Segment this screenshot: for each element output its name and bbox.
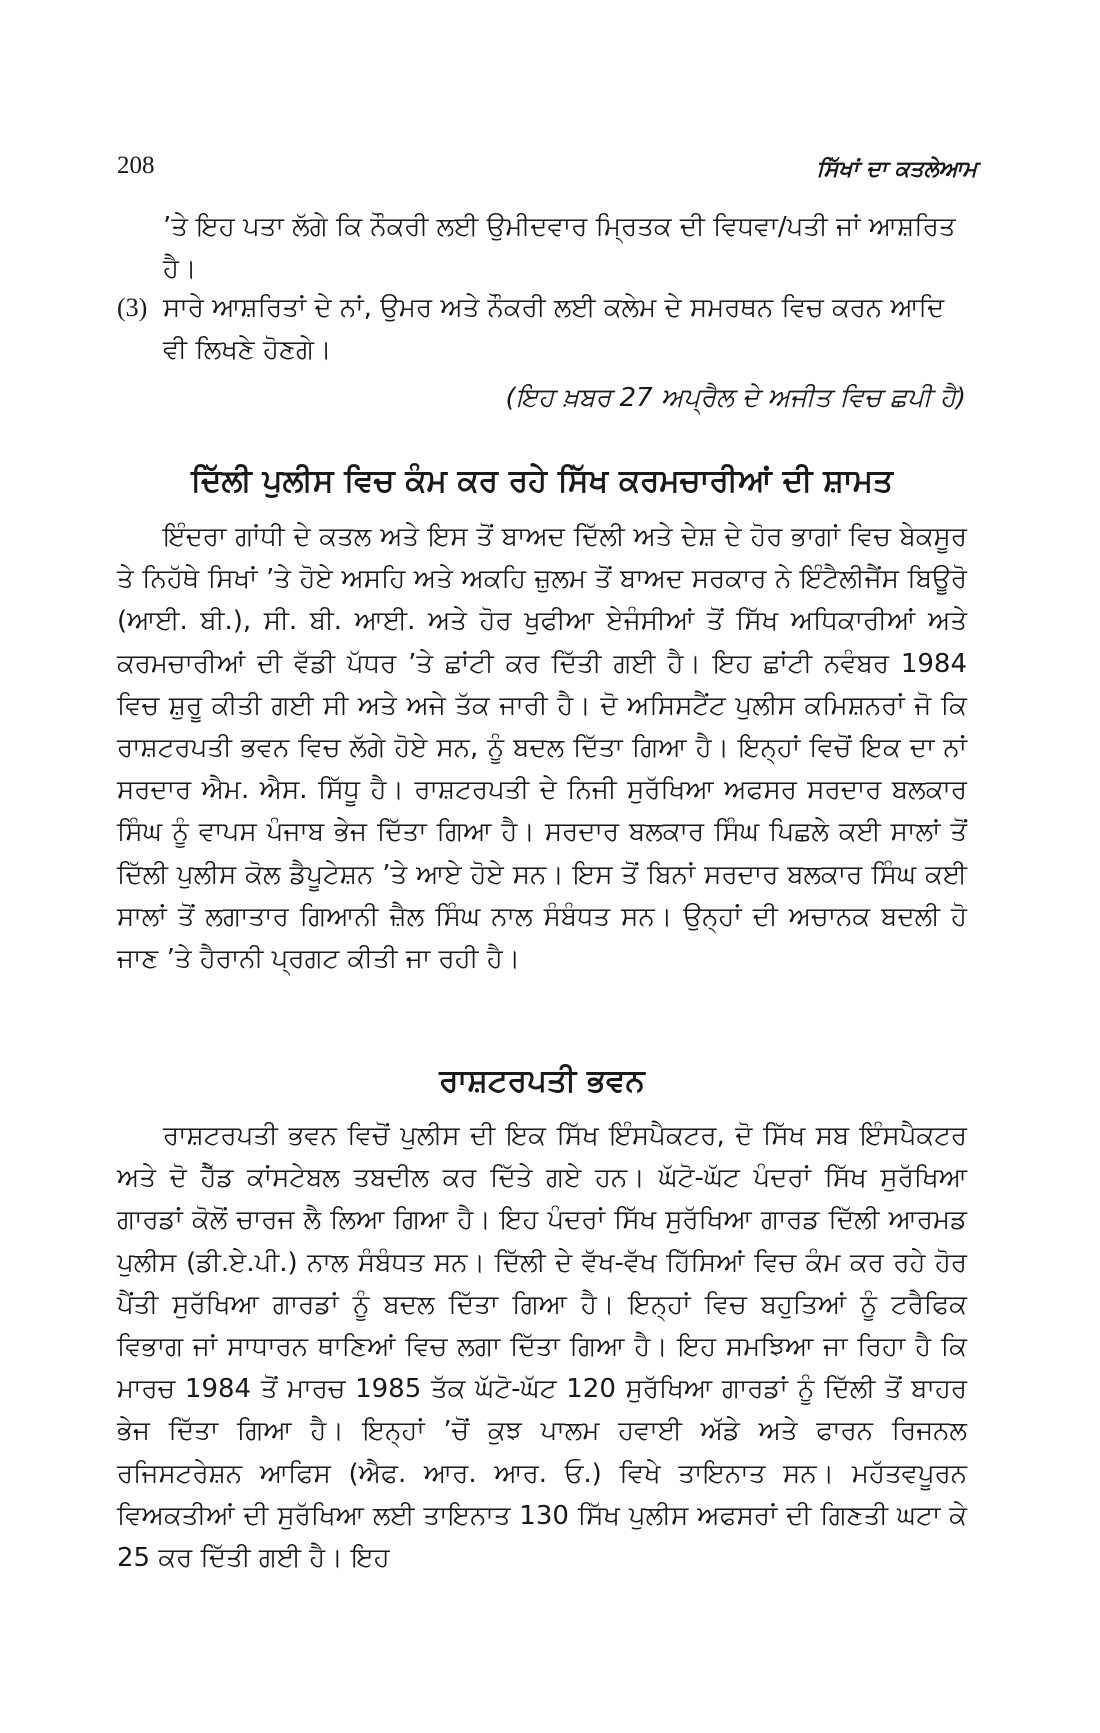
page-number: 208 xyxy=(117,152,155,179)
list-item-text: ਸਾਰੇ ਆਸ਼ਰਿਤਾਂ ਦੇ ਨਾਂ, ਉਮਰ ਅਤੇ ਨੌਕਰੀ ਲਈ ਕਲੇਮ ਦੇ ਸਮਰਥਨ ਵਿਚ ਕਰਨ ਆਦਿ ਵੀ ਲਿਖਣੇ ਹੋਣਗੇ। xyxy=(163,293,945,365)
section-paragraph-delhi-police: ਇੰਦਰਾ ਗਾਂਧੀ ਦੇ ਕਤਲ ਅਤੇ ਇਸ ਤੋਂ ਬਾਅਦ ਦਿੱਲੀ ਅਤੇ ਦੇਸ਼ ਦੇ ਹੋਰ ਭਾਗਾਂ ਵਿਚ ਬੇਕਸੂਰ ਤੇ ਨਿਹੱਥੇ ਸਿਖਾਂ ’ਤੇ ਹੋਏ ਅਸਹਿ ਅਤੇ ਅਕਹਿ ਜ਼ੁਲਮ ਤੋਂ ਬਾਅਦ ਸਰਕਾਰ ਨੇ ਇੰਟੈਲੀਜੈਂਸ ਬਿਊਰੋ (ਆਈ. ਬੀ.), ਸੀ. ਬੀ. ਆਈ. ਅਤੇ ਹੋਰ ਖੁਫੀਆ ਏਜੰਸੀਆਂ ਤੋਂ ਸਿੱਖ ਅਧਿਕਾਰੀਆਂ ਅਤੇ ਕਰਮਚਾਰੀਆਂ ਦੀ ਵੱਡੀ ਪੱਧਰ ’ਤੇ ਛਾਂਟੀ ਕਰ ਦਿੱਤੀ ਗਈ ਹੈ। ਇਹ ਛਾਂਟੀ ਨਵੰਬਰ 1984 ਵਿਚ ਸ਼ੁਰੂ ਕੀਤੀ ਗਈ ਸੀ ਅਤੇ ਅਜੇ ਤੱਕ ਜਾਰੀ ਹੈ। ਦੋ ਅਸਿਸਟੈਂਟ ਪੁਲੀਸ ਕਮਿਸ਼ਨਰਾਂ ਜੋ ਕਿ ਰਾਸ਼ਟਰਪਤੀ ਭਵਨ ਵਿਚ ਲੱਗੇ ਹੋਏ ਸਨ, ਨੂੰ ਬਦਲ ਦਿੱਤਾ ਗਿਆ ਹੈ। ਇਨ੍ਹਾਂ ਵਿਚੋਂ ਇਕ ਦਾ ਨਾਂ ਸਰਦਾਰ ਐਮ. ਐਸ. ਸਿੱਧੂ ਹੈ। ਰਾਸ਼ਟਰਪਤੀ ਦੇ ਨਿਜੀ ਸੁਰੱਖਿਆ ਅਫਸਰ ਸਰਦਾਰ ਬਲਕਾਰ ਸਿੰਘ ਨੂੰ ਵਾਪਸ ਪੰਜਾਬ ਭੇਜ ਦਿੱਤਾ ਗਿਆ ਹੈ। ਸਰਦਾਰ ਬਲਕਾਰ ਸਿੰਘ ਪਿਛਲੇ ਕਈ ਸਾਲਾਂ ਤੋਂ ਦਿੱਲੀ ਪੁਲੀਸ ਕੋਲ ਡੈਪੂਟੇਸ਼ਨ ’ਤੇ ਆਏ ਹੋਏ ਸਨ। ਇਸ ਤੋਂ ਬਿਨਾਂ ਸਰਦਾਰ ਬਲਕਾਰ ਸਿੰਘ ਕਈ ਸਾਲਾਂ ਤੋਂ ਲਗਾਤਾਰ ਗਿਆਨੀ ਜ਼ੈਲ ਸਿੰਘ ਨਾਲ ਸੰਬੰਧਤ ਸਨ। ਉਨ੍ਹਾਂ ਦੀ ਅਚਾਨਕ ਬਦਲੀ ਹੋ ਜਾਣ ’ਤੇ ਹੈਰਾਨੀ ਪ੍ਰਗਟ ਕੀਤੀ ਜਾ ਰਹੀ ਹੈ। xyxy=(117,522,967,975)
section-paragraph-rashtrapati-bhavan: ਰਾਸ਼ਟਰਪਤੀ ਭਵਨ ਵਿਚੋਂ ਪੁਲੀਸ ਦੀ ਇਕ ਸਿੱਖ ਇੰਸਪੈਕਟਰ, ਦੋ ਸਿੱਖ ਸਬ ਇੰਸਪੈਕਟਰ ਅਤੇ ਦੋ ਹੈੱਡ ਕਾਂਸਟੇਬਲ ਤਬਦੀਲ ਕਰ ਦਿੱਤੇ ਗਏ ਹਨ। ਘੱਟੋ-ਘੱਟ ਪੰਦਰਾਂ ਸਿੱਖ ਸੁਰੱਖਿਆ ਗਾਰਡਾਂ ਕੋਲੋਂ ਚਾਰਜ ਲੈ ਲਿਆ ਗਿਆ ਹੈ। ਇਹ ਪੰਦਰਾਂ ਸਿੱਖ ਸੁਰੱਖਿਆ ਗਾਰਡ ਦਿੱਲੀ ਆਰਮਡ ਪੁਲੀਸ (ਡੀ.ਏ.ਪੀ.) ਨਾਲ ਸੰਬੰਧਤ ਸਨ। ਦਿੱਲੀ ਦੇ ਵੱਖ-ਵੱਖ ਹਿੱਸਿਆਂ ਵਿਚ ਕੰਮ ਕਰ ਰਹੇ ਹੋਰ ਪੈਂਤੀ ਸੁਰੱਖਿਆ ਗਾਰਡਾਂ ਨੂੰ ਬਦਲ ਦਿੱਤਾ ਗਿਆ ਹੈ। ਇਨ੍ਹਾਂ ਵਿਚ ਬਹੁਤਿਆਂ ਨੂੰ ਟਰੈਫਿਕ ਵਿਭਾਗ ਜਾਂ ਸਾਧਾਰਨ ਥਾਣਿਆਂ ਵਿਚ ਲਗਾ ਦਿੱਤਾ ਗਿਆ ਹੈ। ਇਹ ਸਮਝਿਆ ਜਾ ਰਿਹਾ ਹੈ ਕਿ ਮਾਰਚ 1984 ਤੋਂ ਮਾਰਚ 1985 ਤੱਕ ਘੱਟੋ-ਘੱਟ 120 ਸੁਰੱਖਿਆ ਗਾਰਡਾਂ ਨੂੰ ਦਿੱਲੀ ਤੋਂ ਬਾਹਰ ਭੇਜ ਦਿੱਤਾ ਗਿਆ ਹੈ। ਇਨ੍ਹਾਂ ’ਚੋਂ ਕੁਝ ਪਾਲਮ ਹਵਾਈ ਅੱਡੇ ਅਤੇ ਫਾਰਨ ਰਿਜਨਲ ਰਜਿਸਟਰੇਸ਼ਨ ਆਫਿਸ (ਐਫ. ਆਰ. ਆਰ. ਓ.) ਵਿਖੇ ਤਾਇਨਾਤ ਸਨ। ਮਹੱਤਵਪੂਰਨ ਵਿਅਕਤੀਆਂ ਦੀ ਸੁਰੱਖਿਆ ਲਈ ਤਾਇਨਾਤ 130 ਸਿੱਖ ਪੁਲੀਸ ਅਫਸਰਾਂ ਦੀ ਗਿਣਤੀ ਘਟਾ ਕੇ 25 ਕਰ ਦਿੱਤੀ ਗਈ ਹੈ। ਇਹ xyxy=(117,1121,967,1574)
source-note: (ਇਹ ਖ਼ਬਰ 27 ਅਪ੍ਰੈਲ ਦੇ ਅਜੀਤ ਵਿਚ ਛਪੀ ਹੈ) xyxy=(505,383,966,413)
section-heading-rashtrapati-bhavan: ਰਾਸ਼ਟਰਪਤੀ ਭਵਨ xyxy=(439,1063,645,1099)
running-header: ਸਿੱਖਾਂ ਦਾ ਕਤਲੇਆਮ xyxy=(816,157,977,182)
list-item-number: (3) xyxy=(117,293,148,322)
list-item xyxy=(117,287,967,371)
section-heading-delhi-police: ਦਿੱਲੀ ਪੁਲੀਸ ਵਿਚ ਕੰਮ ਕਰ ਰਹੇ ਸਿੱਖ ਕਰਮਚਾਰੀਆਂ ਦੀ ਸ਼ਾਮਤ xyxy=(190,463,894,499)
continuation-text: ’ਤੇ ਇਹ ਪਤਾ ਲੱਗੇ ਕਿ ਨੌਕਰੀ ਲਈ ਉਮੀਦਵਾਰ ਮ੍ਰਿਤਕ ਦੀ ਵਿਧਵਾ/ਪਤੀ ਜਾਂ ਆਸ਼ਰਿਤ ਹੈ। xyxy=(163,212,956,284)
